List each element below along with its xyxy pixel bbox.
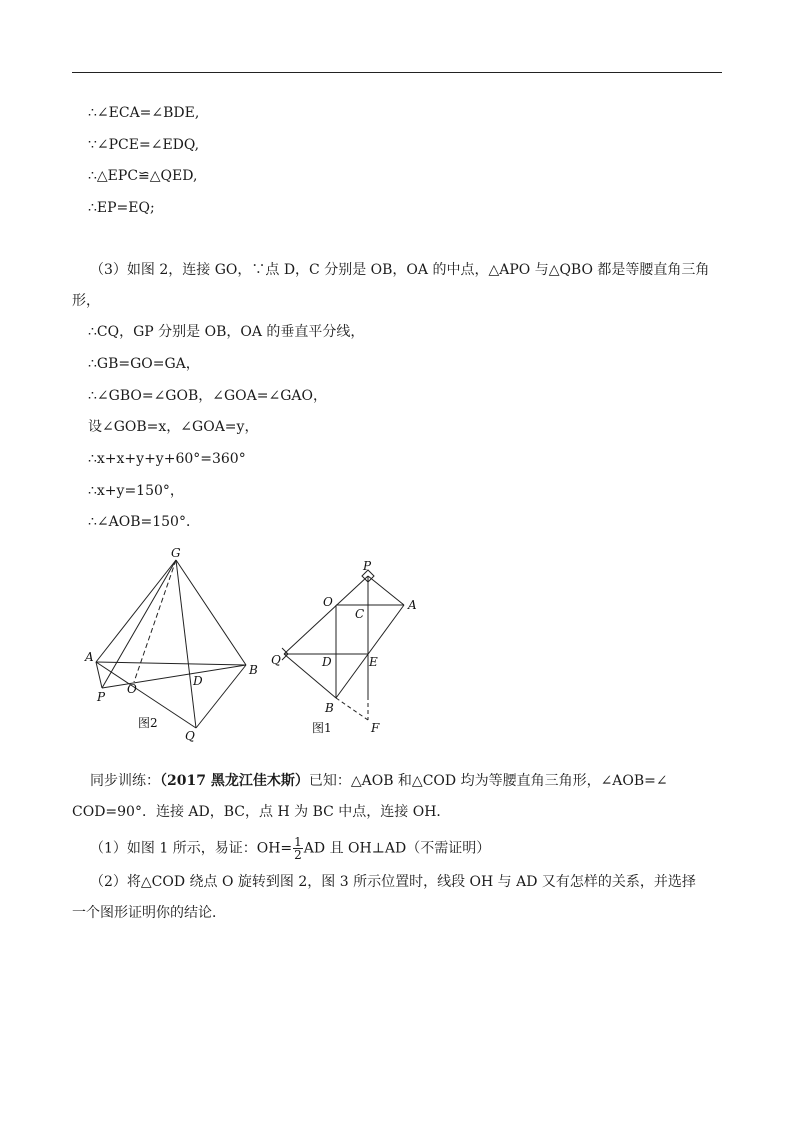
fraction-denominator: 2 xyxy=(294,848,302,862)
figure-1 xyxy=(271,540,427,745)
exercise-q2: （2）将△COD 绕点 O 旋转到图 2，图 3 所示位置时，线段 OH 与 AD 又有怎样的关系，并选择 xyxy=(90,874,696,890)
label-O: O xyxy=(323,595,333,609)
label-P: P xyxy=(363,559,372,573)
proof-line: ∴∠ECA=∠BDE, xyxy=(88,105,200,121)
label-B: B xyxy=(249,663,258,677)
figure-2 xyxy=(72,540,272,745)
proof-line: ∴△EPC≌△QED, xyxy=(88,168,198,184)
proof-line: ∴GB=GO=GA， xyxy=(88,356,200,372)
figure-2-caption: 图2 xyxy=(138,716,158,730)
segment-PB xyxy=(102,665,246,688)
label-E: E xyxy=(369,655,378,669)
label-C: C xyxy=(355,607,365,621)
q1-text-before: （1）如图 1 所示，易证：OH= xyxy=(90,840,293,857)
segment-AB xyxy=(336,605,404,698)
segment-AB xyxy=(96,662,246,665)
figure-1-caption: 图1 xyxy=(312,721,332,735)
part3-intro-cont: 形， xyxy=(72,293,100,309)
segment-BF-dashed xyxy=(336,698,368,720)
proof-line: ∴x+y=150°， xyxy=(88,483,184,499)
label-A: A xyxy=(408,598,417,612)
proof-line: ∵∠PCE=∠EDQ, xyxy=(88,137,200,153)
exercise-stem xyxy=(90,772,668,790)
figures-area xyxy=(72,540,432,743)
segment-PA xyxy=(368,576,404,605)
q1-text-after: AD 且 OH⊥AD（不需证明） xyxy=(303,840,491,857)
exercise-source: （2017 黑龙江佳木斯） xyxy=(160,773,309,789)
proof-line: ∴x+x+y+y+60°=360° xyxy=(88,451,246,467)
exercise-stem-cont: COD=90°．连接 AD，BC，点 H 为 BC 中点，连接 OH． xyxy=(72,804,451,820)
proof-line: ∴∠AOB=150°． xyxy=(88,514,200,530)
label-B: B xyxy=(325,701,334,715)
segment-QB xyxy=(196,665,246,728)
proof-line: ∴∠GBO=∠GOB，∠GOA=∠GAO， xyxy=(88,388,327,404)
proof-line: ∴EP=EQ; xyxy=(88,200,155,216)
fraction-one-half xyxy=(293,836,303,861)
exercise-q1 xyxy=(90,836,490,861)
proof-line: ∴CQ，GP 分别是 OB，OA 的垂直平分线， xyxy=(88,324,365,340)
label-D: D xyxy=(322,655,332,669)
header-rule xyxy=(72,72,722,73)
label-F: F xyxy=(371,721,380,735)
label-G: G xyxy=(171,546,181,560)
label-O: O xyxy=(127,682,137,696)
fraction-numerator: 1 xyxy=(294,835,302,849)
segment-GA xyxy=(96,560,176,662)
label-P: P xyxy=(97,690,106,704)
part3-intro: （3）如图 2，连接 GO，∵点 D，C 分别是 OB，OA 的中点，△APO 与△QBO 都是等腰直角三角 xyxy=(90,262,710,278)
proof-line: 设∠GOB=x，∠GOA=y， xyxy=(88,419,259,435)
label-Q: Q xyxy=(271,653,281,667)
label-A: A xyxy=(85,650,94,664)
exercise-stem-text: 已知：△AOB 和△COD 均为等腰直角三角形，∠AOB=∠ xyxy=(308,773,668,789)
label-Q: Q xyxy=(185,729,195,743)
exercise-prefix: 同步训练： xyxy=(90,773,160,789)
exercise-q2-cont: 一个图形证明你的结论． xyxy=(72,905,226,921)
label-D: D xyxy=(193,674,203,688)
